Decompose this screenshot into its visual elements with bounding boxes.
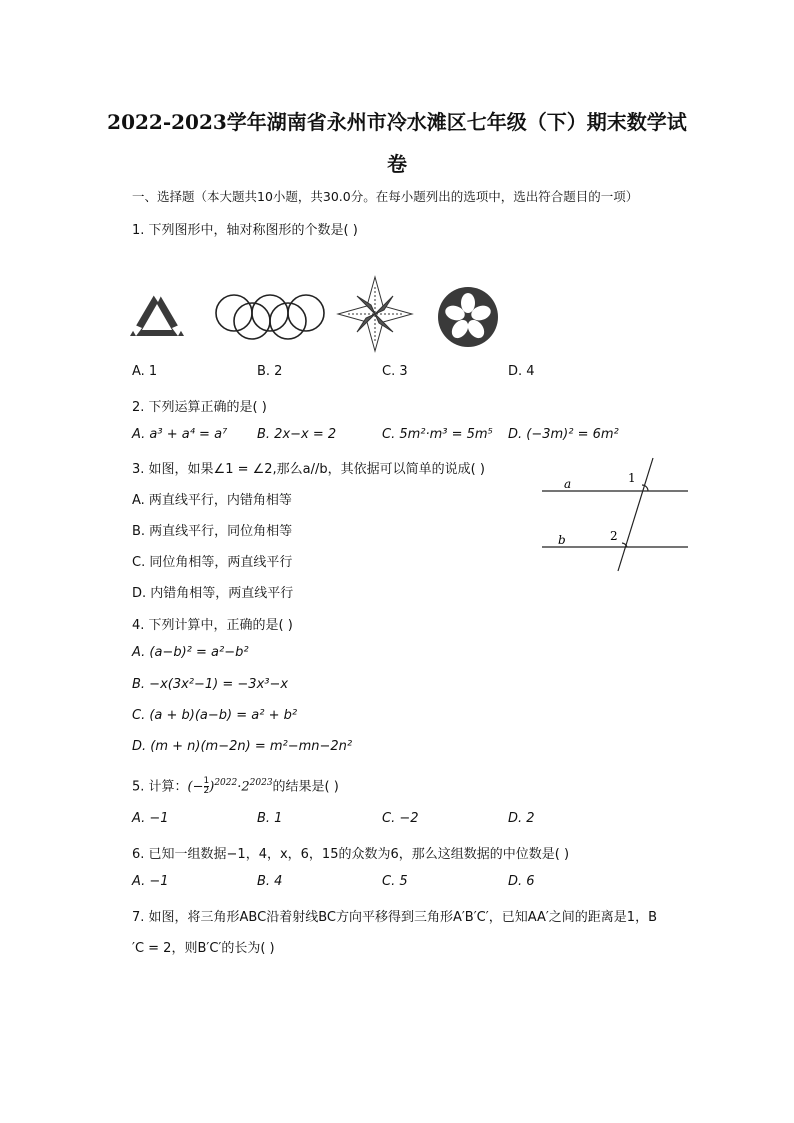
q1-option-a: A. 1 [132, 364, 158, 379]
question-6-stem: 6. 已知一组数据−1，4，x，6，15的众数为6，那么这组数据的中位数是( ) [132, 847, 570, 862]
q4-option-b: B. −x(3x²−1) = −3x³−x [132, 677, 289, 692]
line-a-label: a [564, 477, 572, 491]
question-5-stem: 5. 计算：(− $\frac{1}{2}$ )$^{2022}\cdot 2^{2023}$的结果是( ) [132, 776, 339, 797]
q2-option-d: D. (−3m)² = 6m² [508, 427, 619, 442]
q5-option-b: B. 1 [257, 811, 283, 826]
page-title-line1: 2022-2023学年湖南省永州市冷水滩区七年级（下）期末数学试 [107, 110, 687, 134]
q3-option-a: A. 两直线平行，内错角相等 [132, 493, 292, 508]
q2-option-b: B. 2x−x = 2 [257, 427, 337, 442]
line-b-label: b [558, 533, 566, 547]
olympic-rings-figure [212, 294, 328, 340]
section-header: 一、选择题（本大题共10小题，共30.0分。在每小题列出的选项中，选出符合题目的一项） [132, 189, 639, 204]
q3-option-c: C. 同位角相等，两直线平行 [132, 555, 293, 570]
question-1-stem: 1. 下列图形中，轴对称图形的个数是( ) [132, 223, 358, 238]
q5-option-d: D. 2 [508, 811, 535, 826]
question-7-line1: 7. 如图，将三角形ABC沿着射线BC方向平移得到三角形A′B′C′，已知AA′之间的距离是1，B [132, 910, 657, 925]
q2-option-c: C. 5m²·m³ = 5m⁵ [382, 427, 493, 442]
q4-option-a: A. (a−b)² = a²−b² [132, 645, 249, 660]
q5-exponent-1: 2022 [214, 778, 238, 788]
q2-option-a: A. a³ + a⁴ = a⁷ [132, 427, 228, 442]
question-7-line2: ′C = 2，则B′C′的长为( ) [132, 941, 275, 956]
q1-option-d: D. 4 [508, 364, 535, 379]
question-4-stem: 4. 下列计算中，正确的是( ) [132, 618, 293, 633]
q4-option-d: D. (m + n)(m−2n) = m²−mn−2n² [132, 739, 353, 754]
q3-option-b: B. 两直线平行，同位角相等 [132, 524, 293, 539]
flower-circle-figure [437, 286, 499, 348]
q1-option-b: B. 2 [257, 364, 283, 379]
angle-2-label: 2 [610, 529, 618, 543]
q1-option-c: C. 3 [382, 364, 408, 379]
star-compass-figure [338, 277, 412, 351]
q5-option-a: A. −1 [132, 811, 169, 826]
page-title-line2: 卷 [387, 152, 407, 176]
recycle-triangle-figure [128, 288, 186, 340]
q6-option-d: D. 6 [508, 874, 535, 889]
q5-suffix: 的结果是( ) [272, 779, 339, 795]
question-3-stem: 3. 如图，如果∠1 = ∠2,那么a//b，其依据可以简单的说成( ) [132, 462, 485, 477]
q4-option-c: C. (a + b)(a−b) = a² + b² [132, 708, 298, 723]
q6-option-b: B. 4 [257, 874, 283, 889]
q6-option-c: C. 5 [382, 874, 408, 889]
question-2-stem: 2. 下列运算正确的是( ) [132, 400, 267, 415]
q3-option-d: D. 内错角相等，两直线平行 [132, 586, 294, 601]
parallel-lines-figure [538, 455, 693, 575]
q5-option-c: C. −2 [382, 811, 419, 826]
angle-1-label: 1 [628, 471, 636, 485]
q6-option-a: A. −1 [132, 874, 169, 889]
q5-exponent-2: 2023 [249, 778, 273, 788]
q5-fraction: $\frac{1}{2}$ [203, 776, 210, 797]
q5-prefix: 5. 计算： [132, 779, 188, 795]
